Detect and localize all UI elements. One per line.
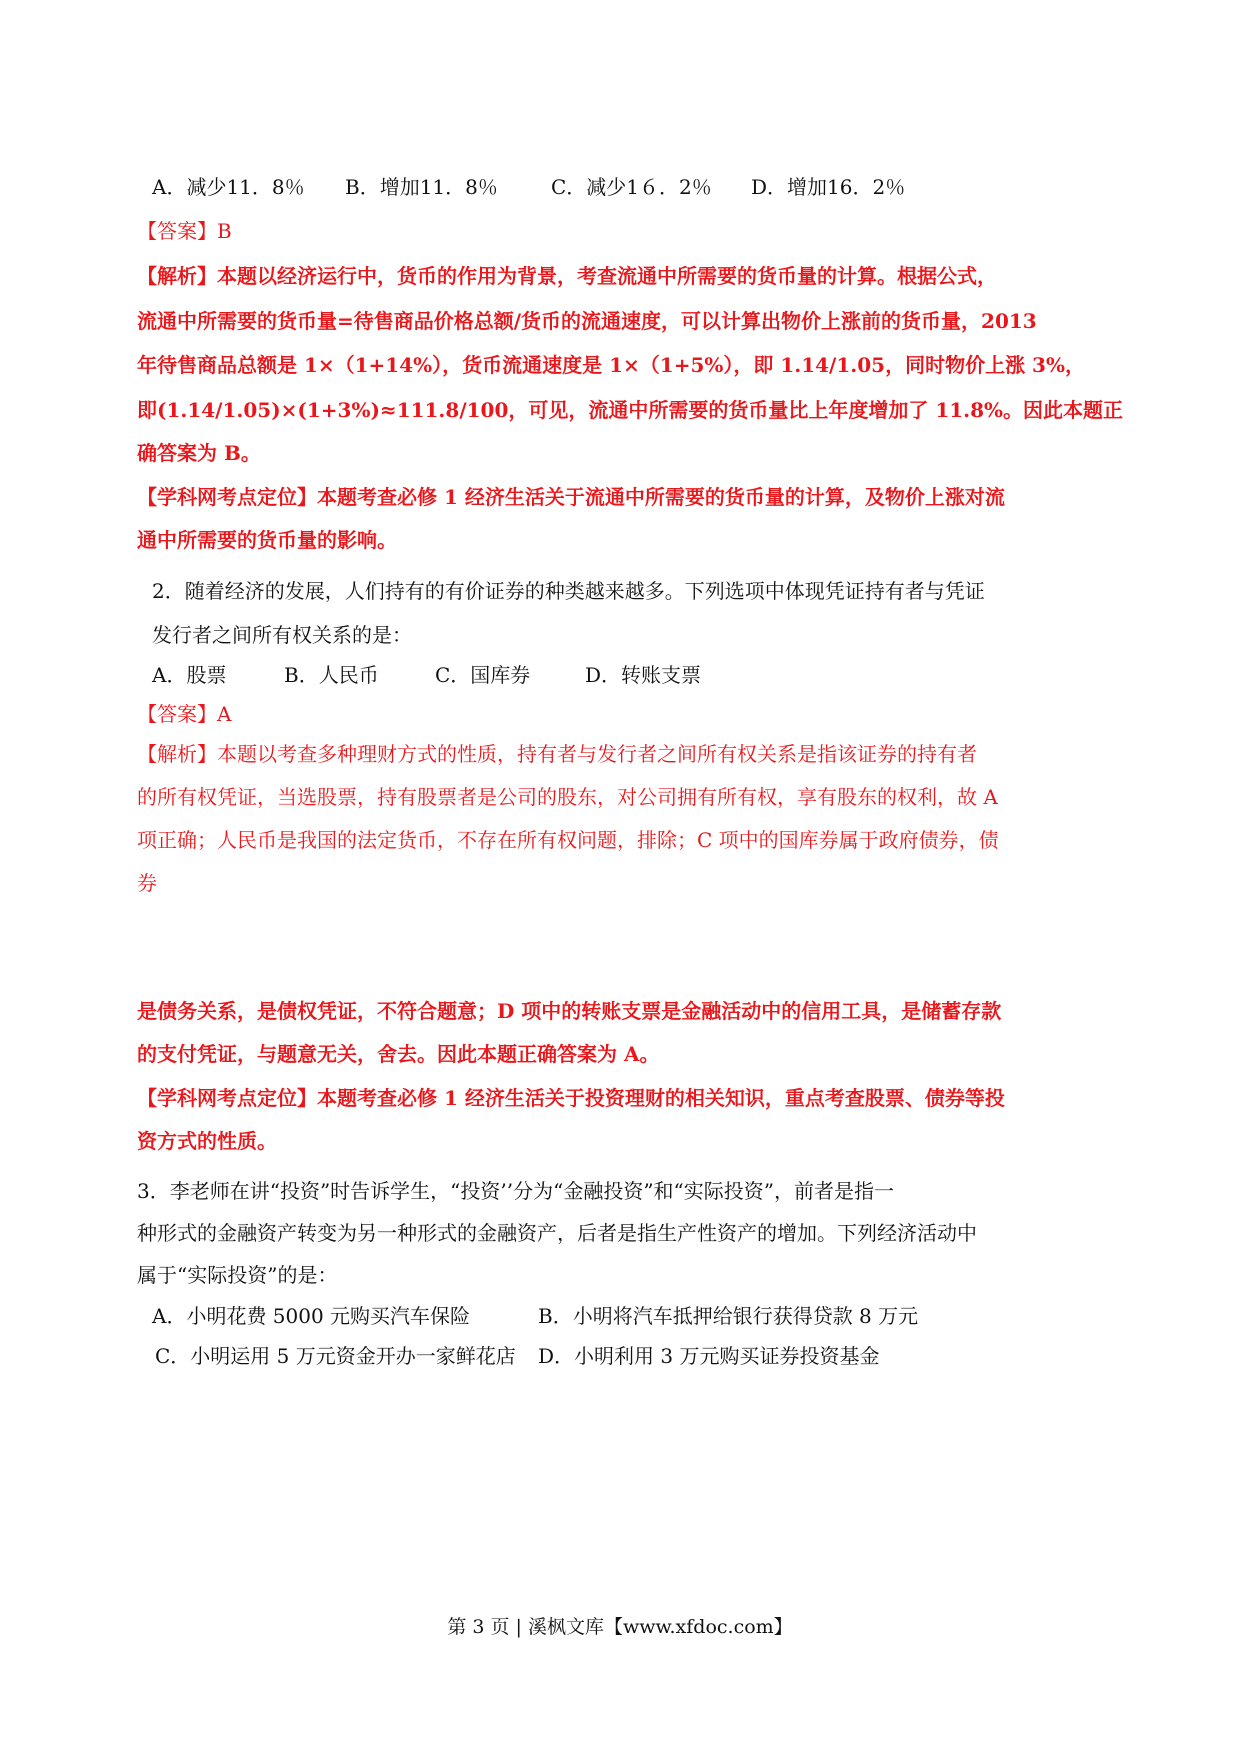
q2-option-d: D．转账支票 — [585, 663, 702, 687]
q1-option-a: A．减少11．8％ — [152, 175, 305, 199]
q1-option-c: C．减少1６．2％ — [551, 175, 712, 199]
q1-position-line: 通中所需要的货币量的影响。 — [137, 528, 397, 552]
q2-analysis-cont-line: 是债务关系，是债权凭证，不符合题意；D 项中的转账支票是金融活动中的信用工具，是储蓄存款 — [137, 999, 1002, 1023]
q2-stem-line: 2．随着经济的发展，人们持有的有价证券的种类越来越多。下列选项中体现凭证持有者与凭证 — [152, 579, 985, 603]
q2-position-line: 【学科网考点定位】本题考查必修 1 经济生活关于投资理财的相关知识，重点考查股票、债券等投 — [137, 1086, 1005, 1110]
q3-stem-line: 3．李老师在讲“投资”时告诉学生，“投资’’分为“金融投资”和“实际投资”，前者是指一 — [137, 1179, 895, 1203]
q2-option-b: B．人民币 — [284, 663, 379, 687]
q1-analysis-line: 【解析】本题以经济运行中，货币的作用为背景，考查流通中所需要的货币量的计算。根据公式， — [137, 264, 997, 288]
q2-answer: 【答案】A — [137, 702, 232, 726]
q3-stem-line: 种形式的金融资产转变为另一种形式的金融资产，后者是指生产性资产的增加。下列经济活动中 — [137, 1221, 977, 1245]
q3-option-b: B．小明将汽车抵押给银行获得贷款 8 万元 — [538, 1304, 919, 1328]
q3-option-d: D．小明利用 3 万元购买证券投资基金 — [538, 1344, 880, 1368]
q1-position-line: 【学科网考点定位】本题考查必修 1 经济生活关于流通中所需要的货币量的计算，及物价上涨对流 — [137, 485, 1005, 509]
page-footer: 第 3 页 | 溪枫文库【www.xfdoc.com】 — [447, 1616, 793, 1638]
q1-analysis-line: 确答案为 B。 — [137, 441, 261, 465]
q2-analysis-line: 的所有权凭证，当选股票，持有股票者是公司的股东，对公司拥有所有权，享有股东的权利，故 A — [137, 785, 998, 809]
q1-option-d: D．增加16．2％ — [751, 175, 906, 199]
q2-option-a: A．股票 — [152, 663, 227, 687]
q2-position-line: 资方式的性质。 — [137, 1129, 277, 1153]
q1-option-b: B．增加11．8％ — [345, 175, 498, 199]
q2-analysis-line: 券 — [137, 871, 157, 895]
q2-option-c: C．国库券 — [435, 663, 531, 687]
q3-stem-line: 属于“实际投资”的是： — [137, 1263, 338, 1287]
q1-analysis-line: 年待售商品总额是 1×（1+14%），货币流通速度是 1×（1+5%），即 1.14/1.05，同时物价上涨 3%， — [137, 353, 1085, 377]
q3-option-a: A．小明花费 5000 元购买汽车保险 — [152, 1304, 471, 1328]
q2-analysis-line: 项正确；人民币是我国的法定货币，不存在所有权问题，排除；C 项中的国库券属于政府债券，债 — [137, 828, 999, 852]
q1-analysis-line: 即(1.14/1.05)×(1+3%)≈111.8/100，可见，流通中所需要的货币量比上年度增加了 11.8%。因此本题正 — [137, 398, 1124, 422]
q1-answer: 【答案】B — [137, 219, 232, 243]
q3-option-c: C．小明运用 5 万元资金开办一家鲜花店 — [155, 1344, 516, 1368]
q2-analysis-cont-line: 的支付凭证，与题意无关，舍去。因此本题正确答案为 A。 — [137, 1042, 660, 1066]
q1-analysis-line: 流通中所需要的货币量=待售商品价格总额/货币的流通速度，可以计算出物价上涨前的货币量，2013 — [137, 309, 1037, 333]
q2-analysis-line: 【解析】本题以考查多种理财方式的性质，持有者与发行者之间所有权关系是指该证券的持有者 — [137, 742, 977, 766]
q2-stem-line: 发行者之间所有权关系的是： — [152, 623, 412, 647]
